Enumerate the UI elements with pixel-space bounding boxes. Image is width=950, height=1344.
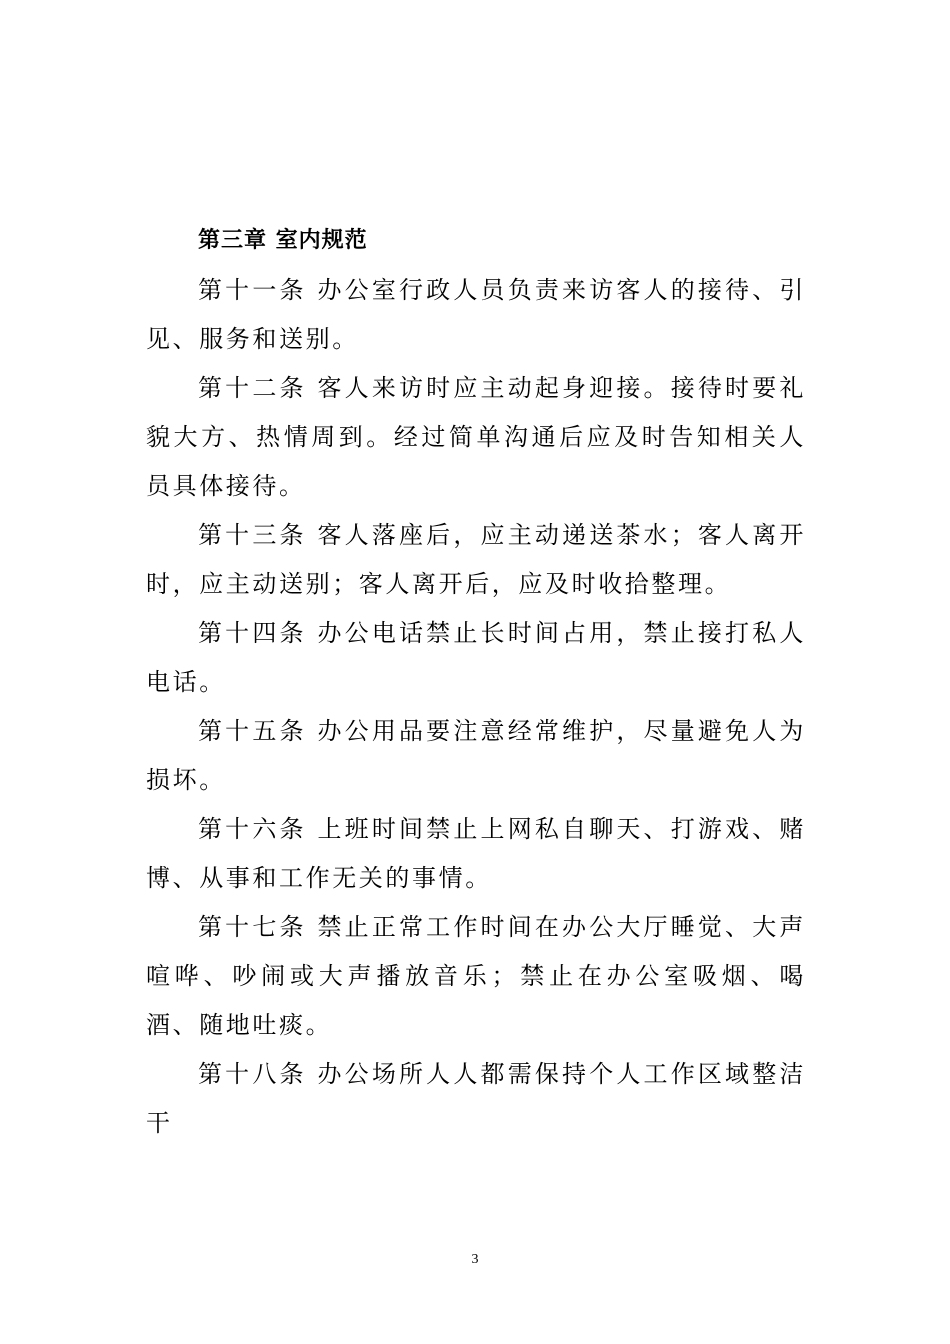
article-text: 办公电话禁止长时间占用，禁止接打私人电话。 (146, 619, 806, 696)
article-text: 办公室行政人员负责来访客人的接待、引见、服务和送别。 (146, 276, 806, 353)
article-text: 上班时间禁止上网私自聊天、打游戏、赌博、从事和工作无关的事情。 (146, 815, 806, 892)
article-18 (146, 1050, 806, 1148)
article-number: 第十七条 (198, 913, 307, 941)
article-text: 禁止正常工作时间在办公大厅睡觉、大声喧哗、吵闹或大声播放音乐；禁止在办公室吸烟、喝酒、随地吐痰。 (146, 913, 806, 1039)
page-number: 3 (471, 1252, 479, 1267)
article-14 (146, 609, 806, 707)
article-number: 第十三条 (198, 521, 307, 549)
article-text: 客人落座后，应主动递送茶水；客人离开时，应主动送别；客人离开后，应及时收拾整理。 (146, 521, 806, 598)
page-body (146, 216, 806, 1148)
article-13 (146, 511, 806, 609)
article-number: 第十八条 (198, 1060, 307, 1088)
article-17 (146, 903, 806, 1050)
article-text: 办公场所人人都需保持个人工作区域整洁干 (146, 1060, 806, 1137)
article-number: 第十一条 (198, 276, 307, 304)
article-number: 第十五条 (198, 717, 307, 745)
article-11 (146, 266, 806, 364)
article-12 (146, 364, 806, 511)
chapter-title: 第三章 室内规范 (198, 228, 368, 253)
article-number: 第十二条 (198, 374, 307, 402)
article-16 (146, 805, 806, 903)
article-15 (146, 707, 806, 805)
article-number: 第十四条 (198, 619, 307, 647)
article-text: 客人来访时应主动起身迎接。接待时要礼貌大方、热情周到。经过简单沟通后应及时告知相关人员具体接待。 (146, 374, 806, 500)
article-text: 办公用品要注意经常维护，尽量避免人为损坏。 (146, 717, 806, 794)
article-number: 第十六条 (198, 815, 307, 843)
